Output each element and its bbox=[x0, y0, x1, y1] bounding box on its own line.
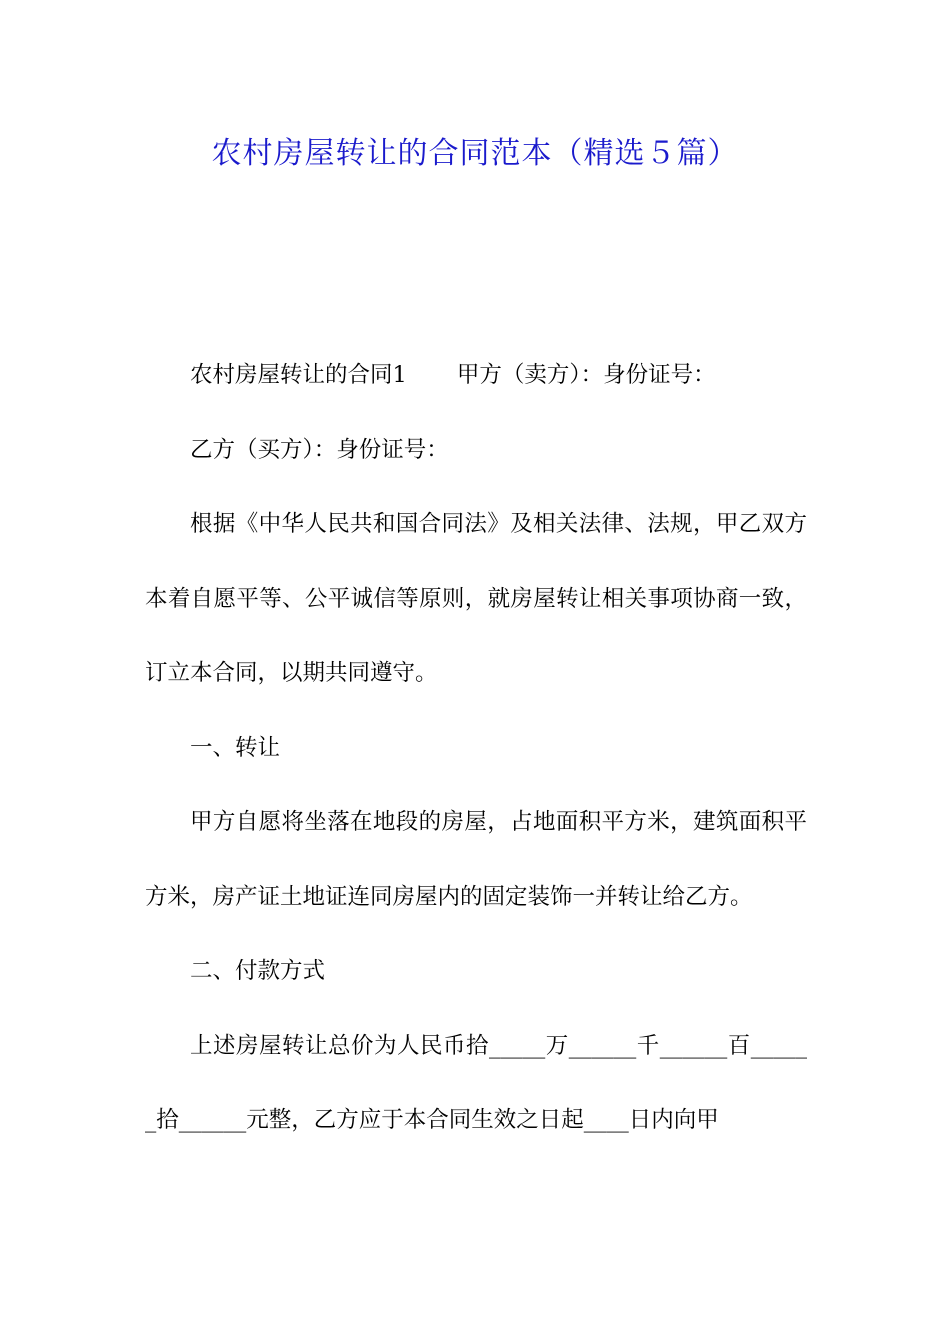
heading-transfer: 一、转让 bbox=[190, 734, 281, 761]
party-a-line: 甲方（卖方）：身份证号： bbox=[456, 362, 716, 388]
heading-payment: 二、付款方式 bbox=[190, 958, 326, 984]
document-body bbox=[145, 338, 807, 1158]
header-line bbox=[145, 338, 807, 413]
intro-paragraph: 根据《中华人民共和国合同法》及相关法律、法规，甲乙双方本着自愿平等、公平诚信等原则，就房屋转让相关事项协商一致，订立本合同，以期共同遵守。 bbox=[145, 511, 807, 686]
payment-paragraph: 上述房屋转让总价为人民币拾_____万______千______百______拾______元整，乙方应于本合同生效之日起____日内向甲 bbox=[145, 1032, 807, 1133]
transfer-paragraph: 甲方自愿将坐落在地段的房屋，占地面积平方米，建筑面积平方米，房产证土地证连同房屋内的固定装饰一并转让给乙方。 bbox=[145, 809, 807, 910]
page-title: 农村房屋转让的合同范本（精选５篇） bbox=[211, 136, 739, 171]
section-title: 农村房屋转让的合同1 bbox=[190, 362, 407, 388]
party-b-line: 乙方（买方）：身份证号： bbox=[190, 436, 449, 463]
